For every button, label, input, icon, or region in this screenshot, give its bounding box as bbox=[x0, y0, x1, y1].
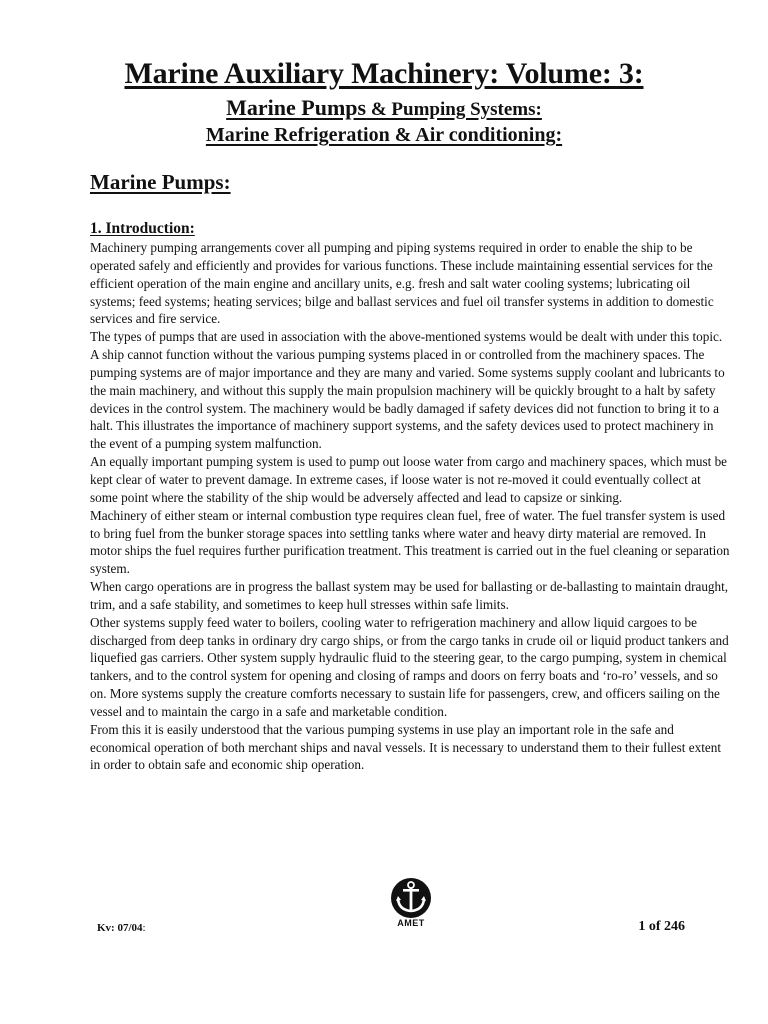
paragraph: The types of pumps that are used in association with the above-mentioned systems would be dealt with under this topic. bbox=[90, 329, 723, 345]
logo-text: AMET bbox=[397, 918, 425, 928]
paragraph: A ship cannot function without the various pumping systems placed in or controlled from the machinery spaces. The pumping systems are of major importance and they are many and varied. Some systems supply coolant and lubricants to the main machinery, and without this supply the main propulsion machinery will be quickly brought to a halt by safety devices in the control system. The machinery would be badly damaged if safety devices did not function to bring it to a halt. This illustrates the importance of machinery support systems, and the safety devices used to protect machinery in the event of a pumping system malfunction. bbox=[90, 347, 725, 452]
page-number: 1 of 246 bbox=[638, 919, 685, 934]
subtitle-part1: Marine Pumps bbox=[226, 95, 367, 120]
paragraph: An equally important pumping system is used to pump out loose water from cargo and machinery spaces, which must be kept clear of water to prevent damage. In extreme cases, if loose water is not re-moved it could eventually collect at some point where the stability of the ship would be adversely affected and lead to capsize or sinking. bbox=[90, 454, 728, 505]
footer-version-colon: : bbox=[142, 922, 146, 934]
document-title: Marine Auxiliary Machinery: Volume: 3: bbox=[124, 57, 644, 90]
paragraph: Machinery of either steam or internal combustion type requires clean fuel, free of water. The fuel transfer system is used to bring fuel from the bunker storage spaces into settling tanks where water and heavy dirty material are removed. In motor ships the fuel requires further purification treatment. This treatment is carried out in the fuel cleaning or separation system. bbox=[90, 507, 730, 577]
paragraph: When cargo operations are in progress the ballast system may be used for ballasting or de-ballasting to maintain draught, trim, and a safe stability, and sometimes to keep hull stresses within safe limits. bbox=[90, 579, 729, 612]
paragraph: Machinery pumping arrangements cover all pumping and piping systems required in order to enable the ship to be operated safely and efficiently and provides for various functions. These include maintaining essential services for the efficient operation of the main engine and ancillary units, e.g. fresh and salt water cooling systems; lubricating oil systems; feed systems; heating services; bilge and ballast services and fuel oil transfer systems in addition to domestic services and fire service. bbox=[90, 240, 714, 327]
body-text bbox=[90, 239, 730, 774]
document-subtitle bbox=[0, 94, 768, 124]
footer-version bbox=[97, 921, 146, 935]
subtitle-part2: & Pumping Systems: bbox=[366, 99, 542, 120]
section-heading: Marine Pumps: bbox=[90, 170, 231, 194]
footer-version-text: Kv: 07/04 bbox=[97, 922, 143, 934]
document-subtitle-2: Marine Refrigeration & Air conditioning: bbox=[205, 124, 563, 146]
paragraph: Other systems supply feed water to boilers, cooling water to refrigeration machinery and allow liquid cargoes to be discharged from deep tanks in ordinary dry cargo ships, or from the cargo tanks in crude oil or liquid product tankers and liquefied gas carriers. Other system supply hydraulic fluid to the steering gear, to the cargo pumping, system in chemical tankers, and to the control system for opening and closing of ramps and doors on ferry boats and ‘ro-ro’ vessels, and so on. More systems supply the creature comforts necessary to sustain life for passengers, crew, and officers sailing on the vessel and to maintain the cargo in a safe and marketable condition. bbox=[90, 614, 729, 719]
paragraph: From this it is easily understood that the various pumping systems in use play an important role in the safe and economical operation of both merchant ships and naval vessels. It is necessary to understand them to their fullest extent in order to obtain safe and economic ship operation. bbox=[90, 721, 721, 773]
intro-heading: 1. Introduction: bbox=[90, 220, 195, 237]
